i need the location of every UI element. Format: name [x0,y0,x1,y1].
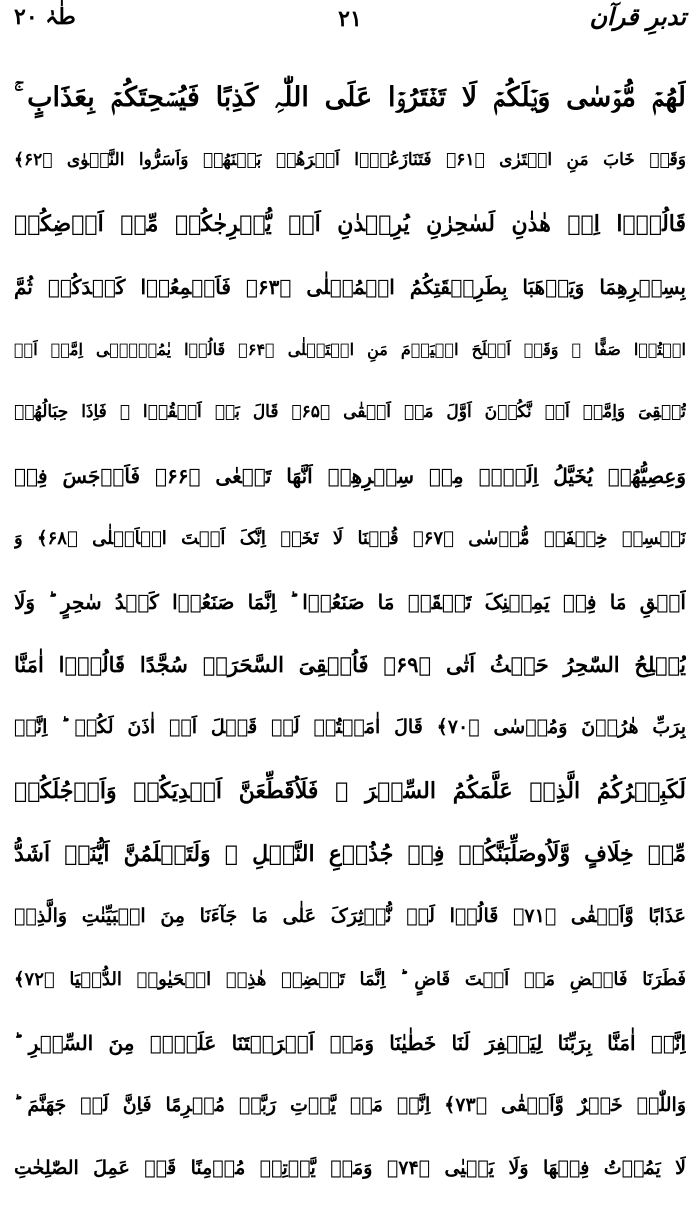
text-line [14,633,686,696]
text-line-content: مِّنۡ خِلَافٍ وَّلَاُوصَلِّبَنَّکُمۡ فِیۡ جُذُوۡعِ النَّخۡلِ ۫ وَلَتَعۡلَمُنَّ اَیُّنَاۤ اَشَدُّ [14,840,686,867]
text-line [14,129,686,192]
text-line [14,255,686,318]
text-line-content: لَھُمۡ مُّوۡسٰی وَیۡلَکُمۡ لَا تَفۡتَرُوۡا عَلَی اللّٰہِ کَذِبًا فَیُسۡحِتَکُمۡ بِعَذَابٍ ۚ [14,82,686,113]
text-line [14,1137,686,1200]
text-line-content: اِنَّاۤ اٰمَنَّا بِرَبِّنَا لِیَغۡفِرَ لَنَا خَطٰیٰنَا وَمَاۤ اَکۡرَھۡتَنَا عَلَیۡہِ مِنَ السِّحۡرِ ؕ [14,1030,686,1055]
text-line [14,381,686,444]
text-line-content: فَطَرَنَا فَاقۡضِ مَاۤ اَنۡتَ قَاضٍ ؕ اِنَّمَا تَقۡضِیۡ ھٰذِہِ الۡحَیٰوۃَ الدُّنۡیَا ﴿۷۲﴾ [14,968,686,990]
text-line [14,570,686,633]
text-line [14,507,686,570]
text-line-content: عَذَابًا وَّاَبۡقٰی ﴿۷۱﴾ قَالُوۡا لَنۡ نُّؤۡثِرَکَ عَلٰی مَا جَآءَنَا مِنَ الۡبَیِّنٰتِ وَالَّذِیۡ [14,905,686,927]
book-title: تدبرِ قرآن [589,2,686,31]
text-line [14,318,686,381]
page-number: ۲۱ [338,6,362,32]
verse-text-block [14,66,686,1200]
text-line [14,66,686,129]
text-line-content: تُلۡقِیَ وَاِمَّاۤ اَنۡ نَّکُوۡنَ اَوَّلَ مَنۡ اَلۡقٰی ﴿۶۵﴾ قَالَ بَلۡ اَلۡقُوۡا ۚ فَاِذَا حِبَالُھُمۡ [14,402,686,422]
text-line [14,885,686,948]
text-line [14,759,686,822]
text-line [14,192,686,255]
text-line [14,948,686,1011]
text-line-content: اَلۡقِ مَا فِیۡ یَمِیۡنِکَ تَلۡقَفۡ مَا صَنَعُوۡا ؕ اِنَّمَا صَنَعُوۡا کَیۡدُ سٰحِرٍ ؕ وَلَا [14,589,686,614]
text-line-content: ائۡتُوۡا صَفًّا ۚ وَقَدۡ اَفۡلَحَ الۡیَوۡمَ مَنِ اسۡتَعۡلٰی ﴿۶۴﴾ قَالُوۡا یٰمُوۡسٰۤی اِمَّاۤ اَنۡ [14,339,686,359]
text-line [14,696,686,759]
text-line-content: نَفۡسِہٖ خِیۡفَۃً مُّوۡسٰی ﴿۶۷﴾ قُلۡنَا لَا تَخَفۡ اِنَّکَ اَنۡتَ الۡاَعۡلٰی ﴿۶۸﴾ وَ [14,527,686,549]
text-line-content: بِرَبِّ ھٰرُوۡنَ وَمُوۡسٰی ﴿۷۰﴾ قَالَ اٰمَنۡتُمۡ لَہٗ قَبۡلَ اَنۡ اٰذَنَ لَکُمۡ ؕ اِنَّہٗ [14,716,686,738]
text-line-content: قَالُوۡۤا اِنۡ ھٰذٰنِ لَسٰحِرٰنِ یُرِیۡدٰنِ اَنۡ یُّخۡرِجٰکُمۡ مِّنۡ اَرۡضِکُمۡ [14,210,686,237]
page-header [0,0,700,40]
text-line [14,1074,686,1137]
text-line-content: یُفۡلِحُ السّٰحِرُ حَیۡثُ اَتٰی ﴿۶۹﴾ فَاُلۡقِیَ السَّحَرَۃُ سُجَّدًا قَالُوۡۤا اٰمَنَّا [14,652,686,677]
text-line-content: بِسِحۡرِھِمَا وَیَذۡھَبَا بِطَرِیۡقَتِکُمُ الۡمُثۡلٰی ﴿۶۳﴾ فَاَجۡمِعُوۡا کَیۡدَکُمۡ ثُمَّ [14,274,686,299]
text-line [14,444,686,507]
text-line [14,822,686,885]
text-line [14,1011,686,1074]
text-line-content: وَاللّٰہُ خَیۡرٌ وَّاَبۡقٰی ﴿۷۳﴾ اِنَّہٗ مَنۡ یَّاۡتِ رَبَّہٗ مُجۡرِمًا فَاِنَّ لَہٗ جَھَنَّمَ ؕ [14,1094,686,1116]
text-line-content: لَکَبِیۡرُکُمُ الَّذِیۡ عَلَّمَکُمُ السِّحۡرَ ۚ فَلَاُقَطِّعَنَّ اَیۡدِیَکُمۡ وَاَرۡجُلَکُمۡ [14,777,686,804]
text-line-content: لَا یَمُوۡتُ فِیۡھَا وَلَا یَحۡیٰی ﴿۷۴﴾ وَمَنۡ یَّاۡتِہٖ مُؤۡمِنًا قَدۡ عَمِلَ الصّٰلِحٰتِ [14,1157,686,1179]
text-line-content: وَعِصِیُّھُمۡ یُخَیَّلُ اِلَیۡہِ مِنۡ سِحۡرِھِمۡ اَنَّھَا تَسۡعٰی ﴿۶۶﴾ فَاَوۡجَسَ فِیۡ [14,463,686,488]
text-line-content: وَقَدۡ خَابَ مَنِ افۡتَرٰی ﴿۶۱﴾ فَتَنَازَعُوۡۤا اَمۡرَھُمۡ بَیۡنَھُمۡ وَاَسَرُّوا النَّجۡوٰی ﴿۶۲﴾ [14,150,686,170]
surah-reference: طٰہٰ ۲۰ [14,4,76,30]
